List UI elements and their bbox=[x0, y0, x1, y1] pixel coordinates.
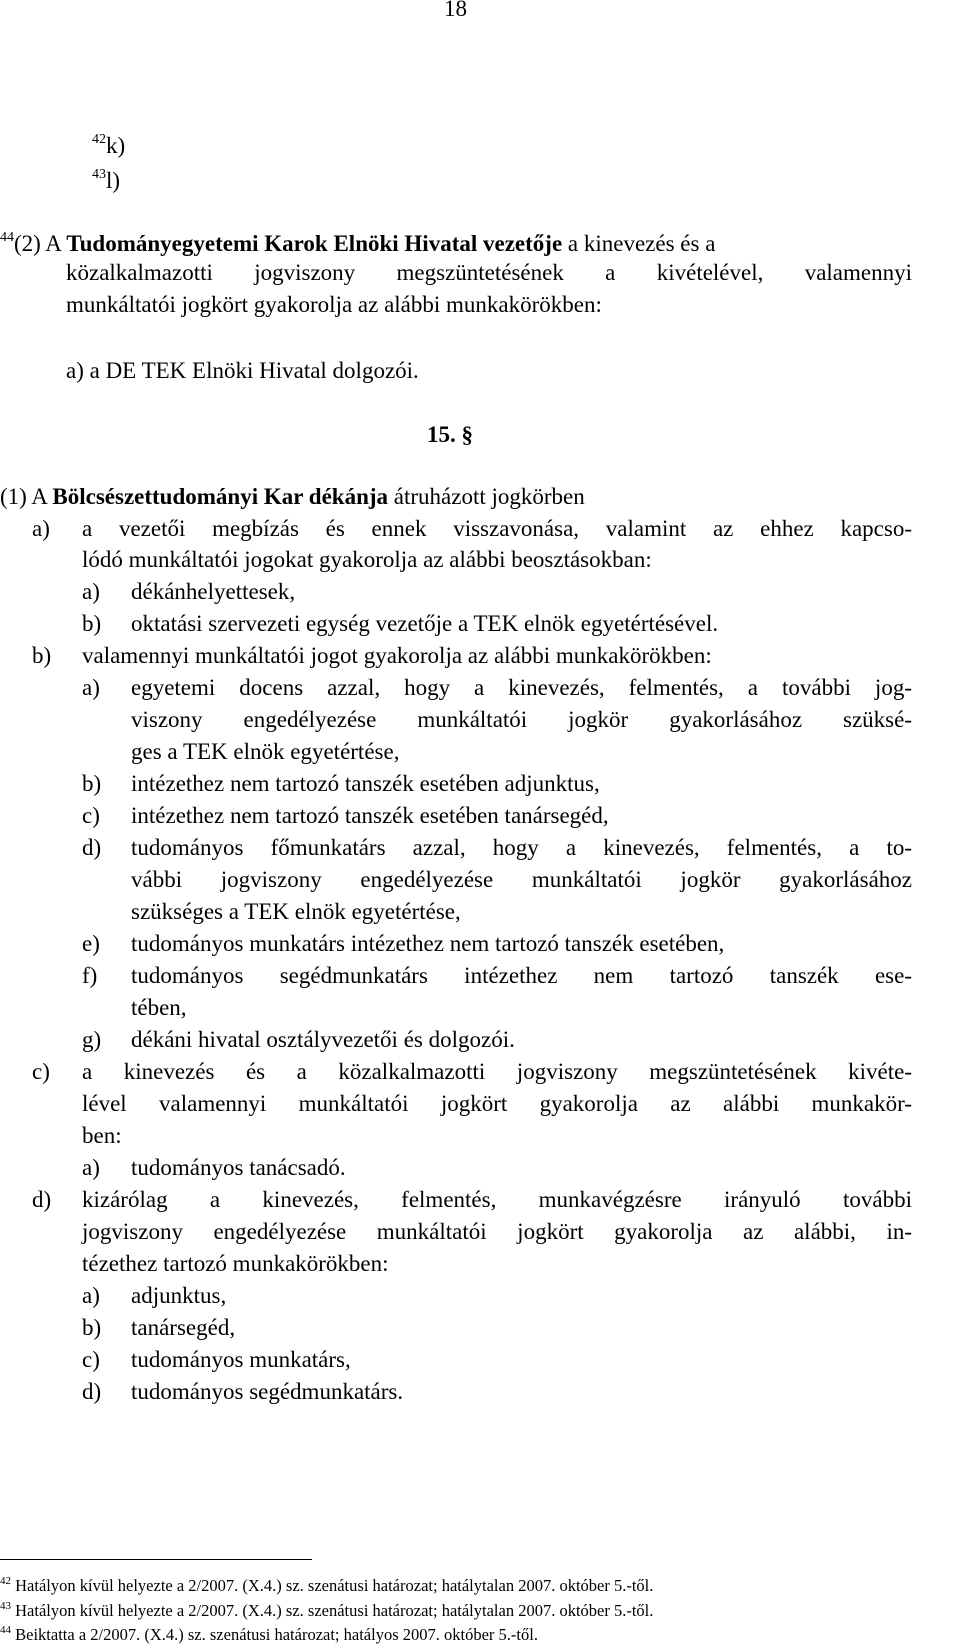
paragraph-2-line-1 bbox=[0, 229, 912, 259]
section-number: 15. bbox=[427, 422, 456, 447]
item-label: k) bbox=[106, 133, 126, 158]
list-item: ben: bbox=[82, 1123, 122, 1148]
list-item: tudományos főmunkatárs azzal, hogy a kinevezés, felmentés, a to- bbox=[131, 835, 912, 860]
list-item: tudományos segédmunkatárs. bbox=[131, 1379, 404, 1404]
list-item: tében, bbox=[131, 995, 187, 1020]
footnote-43 bbox=[0, 1601, 653, 1621]
section-heading bbox=[427, 420, 473, 450]
list-label: a) bbox=[32, 516, 50, 541]
paragraph-number: (2) A bbox=[14, 231, 67, 256]
footnote-marker: 43 bbox=[0, 1600, 11, 1612]
list-label: a) bbox=[82, 675, 100, 700]
list-item: oktatási szervezeti egység vezetője a TEK elnök egyetértésével. bbox=[131, 611, 719, 636]
page-number: 18 bbox=[444, 0, 467, 21]
list-label: a) bbox=[82, 579, 100, 604]
section-symbol: § bbox=[461, 422, 473, 447]
list-label: f) bbox=[82, 963, 98, 988]
list-item: ges a TEK elnök egyetértése, bbox=[131, 739, 400, 764]
footnote-separator bbox=[0, 1559, 312, 1560]
list-item: tudományos segédmunkatárs intézethez nem tartozó tanszék ese- bbox=[131, 963, 912, 988]
list-label: a) bbox=[82, 1155, 100, 1180]
list-label: c) bbox=[82, 803, 100, 828]
footnote-text: Hatályon kívül helyezte a 2/2007. (X.4.) sz. szenátusi határozat; hatálytalan 2007. október 5.-től. bbox=[15, 1601, 654, 1620]
list-label: b) bbox=[82, 771, 102, 796]
list-item: tudományos munkatárs intézethez nem tartozó tanszék esetében, bbox=[131, 931, 725, 956]
list-label: e) bbox=[82, 931, 100, 956]
list-item: valamennyi munkáltatói jogot gyakorolja az alábbi munkakörökben: bbox=[82, 643, 712, 668]
footnote-marker: 42 bbox=[0, 1575, 11, 1587]
footnote-ref-43: 43 bbox=[92, 167, 106, 182]
repealed-item-k bbox=[92, 131, 125, 161]
list-item: intézethez nem tartozó tanszék esetében tanársegéd, bbox=[131, 803, 609, 828]
list-item: dékáni hivatal osztályvezetői és dolgozói. bbox=[131, 1027, 515, 1052]
paragraph-2-line-3: munkáltatói jogkört gyakorolja az alábbi munkakörökben: bbox=[66, 292, 602, 317]
list-item: egyetemi docens azzal, hogy a kinevezés, felmentés, a további jog- bbox=[131, 675, 912, 700]
footnote-ref-44: 44 bbox=[0, 230, 14, 245]
list-item: tudományos tanácsadó. bbox=[131, 1155, 346, 1180]
item-label: l) bbox=[106, 168, 121, 193]
list-label: a) bbox=[82, 1283, 100, 1308]
list-item: tudományos munkatárs, bbox=[131, 1347, 351, 1372]
text: a kinevezés és a bbox=[562, 231, 716, 256]
list-item: a kinevezés és a közalkalmazotti jogviszony megszüntetésének kivéte- bbox=[82, 1059, 912, 1084]
list-label: g) bbox=[82, 1027, 102, 1052]
list-item: adjunktus, bbox=[131, 1283, 227, 1308]
list-item: tézethez tartozó munkakörökben: bbox=[82, 1251, 389, 1276]
list-item: kizárólag a kinevezés, felmentés, munkavégzésre irányuló további bbox=[82, 1187, 912, 1212]
list-item: viszony engedélyezése munkáltatói jogkör gyakorlásához szüksé- bbox=[131, 707, 912, 732]
paragraph-number: (1) A bbox=[0, 484, 53, 509]
list-item: lódó munkáltatói jogokat gyakorolja az alábbi beosztásokban: bbox=[82, 547, 652, 572]
list-label: b) bbox=[32, 643, 52, 668]
paragraph-2-item-a: a) a DE TEK Elnöki Hivatal dolgozói. bbox=[66, 358, 419, 383]
footnote-marker: 44 bbox=[0, 1624, 11, 1636]
list-item: a vezetői megbízás és ennek visszavonása, valamint az ehhez kapcso- bbox=[82, 516, 912, 541]
paragraph-2-line-2: közalkalmazotti jogviszony megszüntetésének a kivételével, valamennyi bbox=[66, 260, 912, 285]
list-label: d) bbox=[82, 1379, 102, 1404]
list-label: c) bbox=[32, 1059, 50, 1084]
list-label: d) bbox=[82, 835, 102, 860]
list-item: dékánhelyettesek, bbox=[131, 579, 296, 604]
paragraph-1-intro bbox=[0, 482, 585, 512]
list-label: d) bbox=[32, 1187, 52, 1212]
footnote-ref-42: 42 bbox=[92, 132, 106, 147]
bold-subject: Tudományegyetemi Karok Elnöki Hivatal vezetője bbox=[66, 231, 563, 256]
list-item: vábbi jogviszony engedélyezése munkáltatói jogkör gyakorlásához bbox=[131, 867, 912, 892]
list-item: lével valamennyi munkáltatói jogkört gyakorolja az alábbi munkakör- bbox=[82, 1091, 912, 1116]
footnote-text: Beiktatta a 2/2007. (X.4.) sz. szenátusi határozat; hatályos 2007. október 5.-től. bbox=[15, 1625, 538, 1644]
list-item: jogviszony engedélyezése munkáltatói jogkört gyakorolja az alábbi, in- bbox=[82, 1219, 912, 1244]
list-label: b) bbox=[82, 611, 102, 636]
list-item: tanársegéd, bbox=[131, 1315, 236, 1340]
footnote-text: Hatályon kívül helyezte a 2/2007. (X.4.) sz. szenátusi határozat; hatálytalan 2007. október 5.-től. bbox=[15, 1576, 654, 1595]
list-label: b) bbox=[82, 1315, 102, 1340]
list-label: c) bbox=[82, 1347, 100, 1372]
repealed-item-l bbox=[92, 166, 120, 196]
list-item: intézethez nem tartozó tanszék esetében adjunktus, bbox=[131, 771, 600, 796]
list-item: szükséges a TEK elnök egyetértése, bbox=[131, 899, 461, 924]
footnote-44 bbox=[0, 1625, 538, 1645]
footnote-42 bbox=[0, 1576, 653, 1596]
bold-subject: Bölcsészettudományi Kar dékánja bbox=[52, 484, 389, 509]
text: átruházott jogkörben bbox=[388, 484, 585, 509]
